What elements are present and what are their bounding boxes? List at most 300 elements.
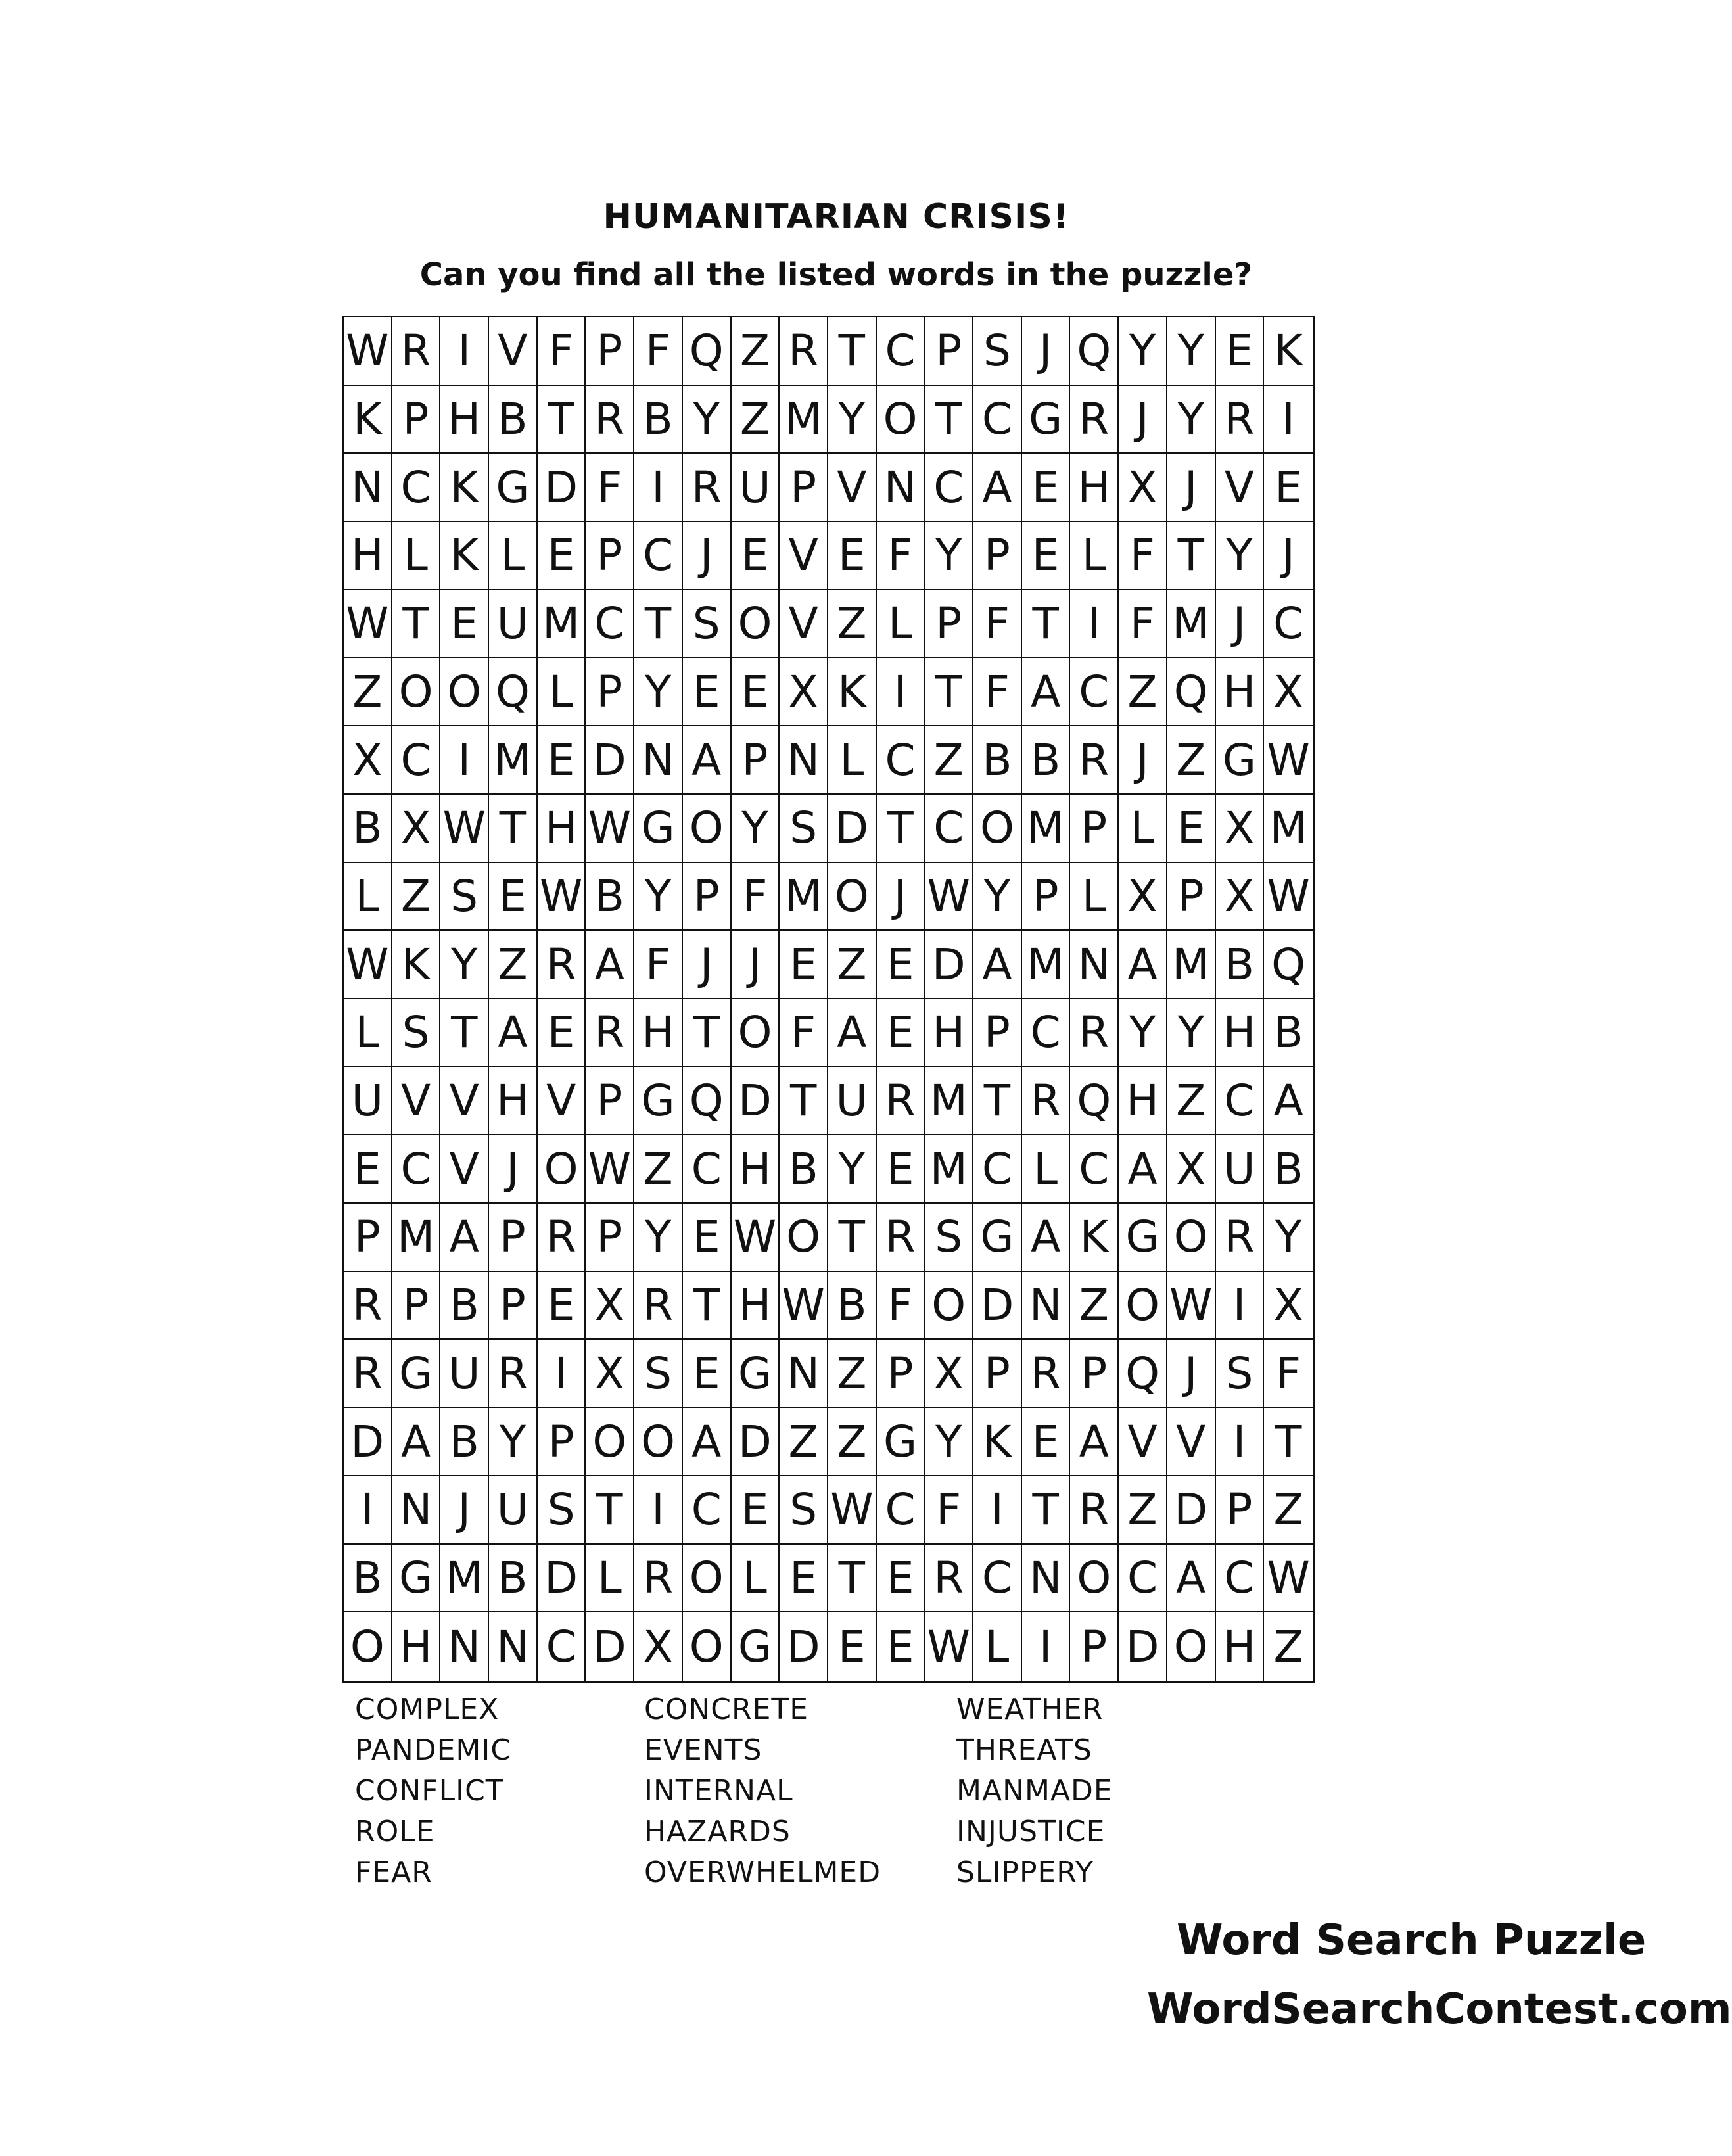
- grid-cell: E: [877, 1612, 925, 1681]
- grid-cell: O: [973, 795, 1022, 863]
- grid-cell: Y: [828, 1135, 877, 1204]
- grid-cell: Y: [732, 795, 780, 863]
- grid-cell: E: [732, 658, 780, 726]
- grid-cell: L: [586, 1545, 634, 1613]
- grid-cell: P: [1070, 1612, 1119, 1681]
- grid-cell: W: [538, 863, 586, 931]
- grid-cell: B: [489, 1545, 538, 1613]
- grid-cell: X: [1119, 863, 1167, 931]
- grid-cell: R: [877, 1204, 925, 1272]
- grid-cell: X: [392, 795, 441, 863]
- grid-cell: E: [1167, 795, 1216, 863]
- grid-cell: O: [1167, 1612, 1216, 1681]
- grid-cell: Y: [1216, 522, 1265, 590]
- grid-cell: T: [1022, 1476, 1071, 1545]
- grid-cell: X: [634, 1612, 683, 1681]
- grid-cell: W: [586, 795, 634, 863]
- grid-cell: A: [683, 1408, 732, 1476]
- grid-cell: Q: [683, 317, 732, 386]
- grid-cell: B: [440, 1272, 489, 1340]
- grid-cell: N: [489, 1612, 538, 1681]
- grid-cell: K: [1070, 1204, 1119, 1272]
- grid-cell: P: [973, 522, 1022, 590]
- grid-cell: R: [634, 1272, 683, 1340]
- grid-cell: T: [634, 590, 683, 659]
- grid-cell: C: [1264, 590, 1313, 659]
- grid-cell: S: [925, 1204, 973, 1272]
- grid-cell: U: [1216, 1135, 1265, 1204]
- grid-cell: Z: [1119, 1476, 1167, 1545]
- grid-cell: Z: [1119, 658, 1167, 726]
- grid-cell: R: [538, 1204, 586, 1272]
- grid-cell: J: [877, 863, 925, 931]
- grid-cell: E: [877, 1545, 925, 1613]
- grid-cell: L: [538, 658, 586, 726]
- word-item: INTERNAL: [644, 1774, 793, 1808]
- word-column-3: [956, 1689, 1113, 1893]
- grid-cell: T: [828, 317, 877, 386]
- grid-cell: P: [973, 999, 1022, 1067]
- grid-cell: Z: [489, 931, 538, 999]
- grid-cell: A: [586, 931, 634, 999]
- grid-cell: E: [683, 1204, 732, 1272]
- grid-cell: N: [440, 1612, 489, 1681]
- grid-cell: C: [973, 1545, 1022, 1613]
- grid-cell: E: [538, 522, 586, 590]
- grid-cell: T: [925, 386, 973, 454]
- grid-cell: C: [1070, 1135, 1119, 1204]
- grid-cell: P: [1070, 795, 1119, 863]
- grid-cell: K: [392, 931, 441, 999]
- grid-cell: U: [344, 1067, 392, 1136]
- grid-cell: P: [392, 1272, 441, 1340]
- word-item: ROLE: [355, 1815, 435, 1848]
- grid-cell: L: [1070, 863, 1119, 931]
- grid-cell: I: [538, 1340, 586, 1408]
- grid-cell: N: [634, 726, 683, 795]
- grid-cell: I: [440, 317, 489, 386]
- grid-cell: W: [344, 590, 392, 659]
- grid-cell: M: [1167, 590, 1216, 659]
- grid-cell: T: [1264, 1408, 1313, 1476]
- grid-cell: A: [1167, 1545, 1216, 1613]
- grid-cell: M: [780, 863, 828, 931]
- grid-cell: B: [344, 1545, 392, 1613]
- grid-cell: E: [828, 522, 877, 590]
- grid-cell: P: [489, 1204, 538, 1272]
- grid-cell: H: [925, 999, 973, 1067]
- grid-cell: W: [780, 1272, 828, 1340]
- word-item: INJUSTICE: [956, 1815, 1106, 1848]
- grid-cell: R: [1070, 1476, 1119, 1545]
- grid-cell: C: [973, 1135, 1022, 1204]
- grid-cell: P: [925, 317, 973, 386]
- grid-cell: G: [732, 1612, 780, 1681]
- grid-cell: L: [1022, 1135, 1071, 1204]
- grid-cell: C: [392, 726, 441, 795]
- grid-cell: V: [538, 1067, 586, 1136]
- grid-cell: Q: [1264, 931, 1313, 999]
- grid-cell: W: [586, 1135, 634, 1204]
- grid-cell: Y: [1167, 386, 1216, 454]
- grid-cell: G: [489, 454, 538, 522]
- grid-cell: B: [489, 386, 538, 454]
- grid-cell: V: [392, 1067, 441, 1136]
- grid-cell: S: [1216, 1340, 1265, 1408]
- grid-cell: F: [877, 1272, 925, 1340]
- grid-cell: T: [780, 1067, 828, 1136]
- grid-cell: R: [1216, 386, 1265, 454]
- word-item: COMPLEX: [355, 1693, 500, 1726]
- grid-cell: M: [1022, 795, 1071, 863]
- grid-cell: Z: [344, 658, 392, 726]
- grid-cell: E: [828, 1612, 877, 1681]
- word-item: WEATHER: [956, 1693, 1104, 1726]
- grid-cell: P: [344, 1204, 392, 1272]
- grid-cell: V: [1119, 1408, 1167, 1476]
- grid-cell: Z: [732, 386, 780, 454]
- grid-cell: T: [683, 999, 732, 1067]
- grid-cell: Q: [683, 1067, 732, 1136]
- grid-cell: R: [1022, 1340, 1071, 1408]
- grid-cell: B: [973, 726, 1022, 795]
- grid-cell: J: [1022, 317, 1071, 386]
- grid-cell: C: [1022, 999, 1071, 1067]
- grid-cell: R: [634, 1545, 683, 1613]
- grid-cell: E: [732, 1476, 780, 1545]
- grid-cell: K: [440, 522, 489, 590]
- grid-cell: D: [732, 1067, 780, 1136]
- grid-cell: D: [780, 1612, 828, 1681]
- grid-cell: O: [925, 1272, 973, 1340]
- grid-cell: S: [440, 863, 489, 931]
- grid-cell: L: [732, 1545, 780, 1613]
- grid-cell: V: [440, 1135, 489, 1204]
- grid-cell: Y: [1264, 1204, 1313, 1272]
- word-item: MANMADE: [956, 1774, 1113, 1808]
- grid-cell: L: [392, 522, 441, 590]
- footer-website: WordSearchContest.com: [1147, 1985, 1732, 2034]
- grid-cell: V: [780, 522, 828, 590]
- grid-cell: C: [1070, 658, 1119, 726]
- grid-cell: G: [392, 1545, 441, 1613]
- grid-cell: E: [683, 658, 732, 726]
- grid-cell: Q: [1070, 317, 1119, 386]
- grid-cell: O: [683, 1612, 732, 1681]
- grid-cell: A: [1264, 1067, 1313, 1136]
- grid-cell: L: [1119, 795, 1167, 863]
- word-item: CONCRETE: [644, 1693, 809, 1726]
- grid-cell: I: [973, 1476, 1022, 1545]
- grid-cell: N: [780, 1340, 828, 1408]
- grid-cell: C: [392, 1135, 441, 1204]
- grid-cell: R: [392, 317, 441, 386]
- grid-cell: P: [586, 1204, 634, 1272]
- grid-cell: Y: [683, 386, 732, 454]
- grid-cell: J: [1216, 590, 1265, 659]
- grid-cell: F: [634, 317, 683, 386]
- grid-cell: G: [634, 795, 683, 863]
- grid-cell: D: [732, 1408, 780, 1476]
- grid-cell: Z: [1070, 1272, 1119, 1340]
- grid-cell: F: [973, 658, 1022, 726]
- grid-cell: B: [828, 1272, 877, 1340]
- page-subtitle: Can you find all the listed words in the puzzle?: [419, 256, 1253, 293]
- grid-cell: E: [344, 1135, 392, 1204]
- grid-cell: Z: [828, 590, 877, 659]
- grid-cell: X: [1216, 863, 1265, 931]
- grid-cell: H: [440, 386, 489, 454]
- grid-cell: W: [1167, 1272, 1216, 1340]
- grid-cell: O: [732, 590, 780, 659]
- grid-cell: R: [1070, 386, 1119, 454]
- grid-cell: V: [489, 317, 538, 386]
- grid-cell: K: [973, 1408, 1022, 1476]
- grid-cell: Z: [828, 1340, 877, 1408]
- grid-cell: R: [877, 1067, 925, 1136]
- grid-cell: S: [780, 795, 828, 863]
- grid-cell: Y: [925, 522, 973, 590]
- grid-cell: R: [1216, 1204, 1265, 1272]
- grid-cell: O: [732, 999, 780, 1067]
- grid-cell: H: [1070, 454, 1119, 522]
- grid-cell: O: [634, 1408, 683, 1476]
- grid-cell: G: [1022, 386, 1071, 454]
- grid-cell: S: [780, 1476, 828, 1545]
- grid-cell: F: [877, 522, 925, 590]
- grid-cell: M: [925, 1067, 973, 1136]
- grid-cell: G: [392, 1340, 441, 1408]
- grid-cell: Q: [1070, 1067, 1119, 1136]
- grid-cell: E: [683, 1340, 732, 1408]
- grid-cell: X: [1264, 658, 1313, 726]
- grid-cell: C: [925, 454, 973, 522]
- grid-cell: C: [586, 590, 634, 659]
- grid-cell: R: [344, 1340, 392, 1408]
- grid-cell: Y: [489, 1408, 538, 1476]
- grid-cell: D: [925, 931, 973, 999]
- grid-cell: X: [1119, 454, 1167, 522]
- grid-cell: M: [440, 1545, 489, 1613]
- grid-cell: P: [732, 726, 780, 795]
- grid-cell: Z: [1273, 1621, 1303, 1672]
- grid-cell: P: [1070, 1340, 1119, 1408]
- grid-cell: V: [780, 590, 828, 659]
- grid-cell: H: [392, 1612, 441, 1681]
- grid-cell: T: [877, 795, 925, 863]
- grid-cell: Y: [1167, 317, 1216, 386]
- word-item: SLIPPERY: [956, 1856, 1094, 1889]
- grid-cell: V: [828, 454, 877, 522]
- grid-cell: C: [634, 522, 683, 590]
- grid-cell: H: [538, 795, 586, 863]
- grid-cell: T: [538, 386, 586, 454]
- grid-cell: O: [877, 386, 925, 454]
- grid-cell: X: [344, 726, 392, 795]
- grid-cell: G: [732, 1340, 780, 1408]
- grid-cell: T: [1167, 522, 1216, 590]
- grid-cell: Y: [1119, 999, 1167, 1067]
- grid-cell: Y: [634, 658, 683, 726]
- grid-cell: O: [683, 795, 732, 863]
- grid-cell: W: [925, 863, 973, 931]
- grid-cell: I: [634, 1476, 683, 1545]
- grid-cell: Q: [1119, 1340, 1167, 1408]
- grid-cell: Y: [634, 863, 683, 931]
- grid-cell: R: [586, 386, 634, 454]
- grid-cell: O: [828, 863, 877, 931]
- grid-cell: D: [538, 454, 586, 522]
- word-item: CONFLICT: [355, 1774, 504, 1808]
- grid-cell: Z: [780, 1408, 828, 1476]
- grid-cell: B: [780, 1135, 828, 1204]
- grid-cell: J: [683, 931, 732, 999]
- grid-cell: C: [973, 386, 1022, 454]
- grid-cell: X: [780, 658, 828, 726]
- grid-cell: L: [344, 999, 392, 1067]
- footer-title: Word Search Puzzle: [1177, 1916, 1647, 1965]
- grid-cell: O: [1119, 1272, 1167, 1340]
- grid-cell: T: [489, 795, 538, 863]
- grid-cell: P: [973, 1340, 1022, 1408]
- grid-cell: P: [586, 1067, 634, 1136]
- grid-cell: E: [780, 1545, 828, 1613]
- grid-cell: O: [586, 1408, 634, 1476]
- grid-cell: I: [634, 454, 683, 522]
- grid-cell: B: [344, 795, 392, 863]
- grid-cell: X: [1264, 1272, 1313, 1340]
- grid-cell: J: [489, 1135, 538, 1204]
- grid-cell: B: [1216, 931, 1265, 999]
- grid-cell: M: [1264, 795, 1313, 863]
- grid-cell: N: [1022, 1272, 1071, 1340]
- grid-cell: K: [1264, 317, 1313, 386]
- grid-cell: J: [732, 931, 780, 999]
- grid-cell: P: [683, 863, 732, 931]
- grid-cell: P: [925, 590, 973, 659]
- grid-cell: X: [586, 1340, 634, 1408]
- grid-cell: F: [634, 931, 683, 999]
- grid-cell: B: [440, 1408, 489, 1476]
- grid-cell: W: [1264, 863, 1313, 931]
- grid-cell: C: [925, 795, 973, 863]
- grid-cell: R: [1070, 999, 1119, 1067]
- grid-cell: C: [538, 1612, 586, 1681]
- grid-cell: C: [683, 1476, 732, 1545]
- grid-cell: G: [634, 1067, 683, 1136]
- grid-cell: J: [1167, 454, 1216, 522]
- grid-cell: D: [586, 1612, 634, 1681]
- grid-cell: I: [344, 1476, 392, 1545]
- grid-cell: S: [392, 999, 441, 1067]
- grid-cell: E: [732, 522, 780, 590]
- letter-grid: [342, 316, 1315, 1683]
- grid-cell: T: [973, 1067, 1022, 1136]
- grid-cell: C: [392, 454, 441, 522]
- grid-cell: F: [538, 317, 586, 386]
- grid-cell: P: [392, 386, 441, 454]
- grid-cell: C: [1216, 1067, 1265, 1136]
- grid-cell: W: [344, 317, 392, 386]
- grid-cell: A: [1070, 1408, 1119, 1476]
- grid-cell: Y: [828, 386, 877, 454]
- grid-cell: Y: [440, 931, 489, 999]
- grid-cell: T: [828, 1545, 877, 1613]
- word-item: EVENTS: [644, 1733, 762, 1767]
- grid-cell: O: [392, 658, 441, 726]
- word-item: PANDEMIC: [355, 1733, 512, 1767]
- grid-cell: E: [440, 590, 489, 659]
- grid-cell: E: [1216, 317, 1265, 386]
- grid-cell: F: [732, 863, 780, 931]
- grid-cell: O: [1167, 1204, 1216, 1272]
- grid-cell: P: [1216, 1476, 1265, 1545]
- grid-cell: J: [440, 1476, 489, 1545]
- grid-cell: H: [732, 1135, 780, 1204]
- grid-cell: A: [973, 931, 1022, 999]
- grid-cell: O: [440, 658, 489, 726]
- grid-cell: Z: [828, 1408, 877, 1476]
- grid-cell: Y: [925, 1408, 973, 1476]
- grid-cell: D: [344, 1408, 392, 1476]
- grid-cell: F: [1264, 1340, 1313, 1408]
- grid-cell: E: [877, 931, 925, 999]
- grid-cell: S: [634, 1340, 683, 1408]
- grid-cell: E: [1022, 1408, 1071, 1476]
- grid-cell: B: [1264, 999, 1313, 1067]
- grid-cell: H: [1216, 658, 1265, 726]
- grid-cell: C: [1216, 1545, 1265, 1613]
- grid-cell: C: [1119, 1545, 1167, 1613]
- grid-cell: W: [732, 1204, 780, 1272]
- grid-cell: R: [586, 999, 634, 1067]
- grid-cell: D: [538, 1545, 586, 1613]
- grid-cell: A: [1119, 1135, 1167, 1204]
- grid-cell: Z: [732, 317, 780, 386]
- grid-cell: A: [1022, 658, 1071, 726]
- grid-cell: P: [586, 317, 634, 386]
- grid-cell: E: [877, 1135, 925, 1204]
- grid-cell: U: [440, 1340, 489, 1408]
- grid-cell: A: [392, 1408, 441, 1476]
- word-item: FEAR: [355, 1856, 433, 1889]
- grid-cell: D: [828, 795, 877, 863]
- grid-cell: N: [780, 726, 828, 795]
- grid-cell: B: [586, 863, 634, 931]
- grid-cell: J: [1119, 386, 1167, 454]
- word-item: OVERWHELMED: [644, 1856, 881, 1889]
- word-item: HAZARDS: [644, 1815, 791, 1848]
- grid-cell: E: [1022, 522, 1071, 590]
- grid-cell: N: [1070, 931, 1119, 999]
- grid-cell: T: [925, 658, 973, 726]
- grid-cell: D: [1167, 1476, 1216, 1545]
- grid-cell: R: [925, 1545, 973, 1613]
- grid-cell: B: [1022, 726, 1071, 795]
- grid-cell: R: [344, 1272, 392, 1340]
- grid-cell: Z: [634, 1135, 683, 1204]
- grid-cell: O: [538, 1135, 586, 1204]
- grid-cell: Y: [1167, 999, 1216, 1067]
- grid-cell: Y: [1119, 317, 1167, 386]
- grid-cell: P: [1022, 863, 1071, 931]
- grid-cell: T: [392, 590, 441, 659]
- grid-cell: A: [1022, 1204, 1071, 1272]
- grid-cell: C: [877, 1476, 925, 1545]
- grid-cell: P: [489, 1272, 538, 1340]
- grid-cell: E: [877, 999, 925, 1067]
- grid-cell: P: [586, 658, 634, 726]
